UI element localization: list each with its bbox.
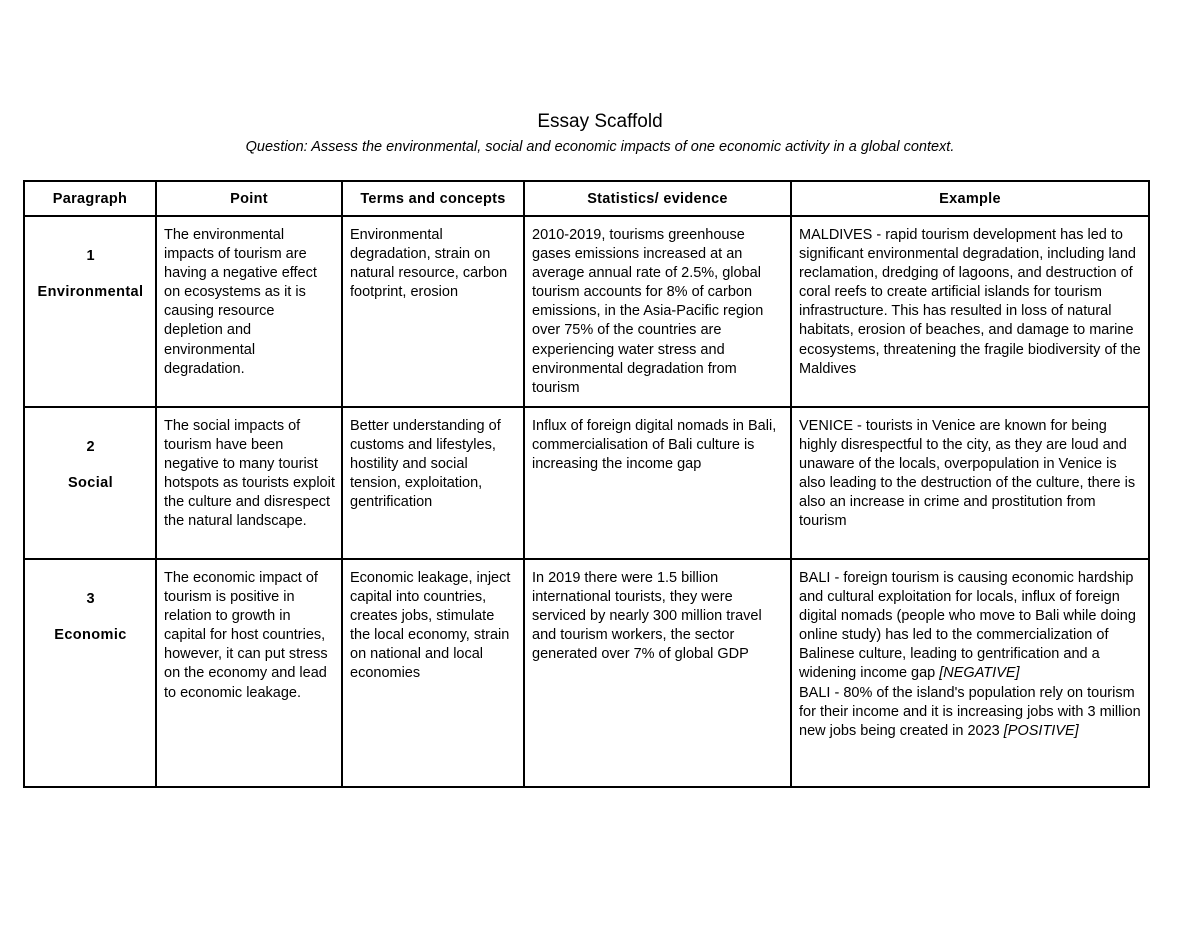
point-cell: The environmental impacts of tourism are having a negative effect on ecosystems as it is causing resource depletion and environmental degradation.	[156, 216, 342, 407]
example-cell	[791, 559, 1149, 787]
paragraph-number: 1	[86, 248, 95, 264]
header-statistics-evidence: Statistics/ evidence	[524, 181, 791, 216]
statistics-cell: 2010-2019, tourisms greenhouse gases emissions increased at an average annual rate of 2.5%, global tourism accounts for 8% of carbon emissions, in the Asia-Pacific region over 75% of the countries are experiencing water stress and environmental degradation from tourism	[524, 216, 791, 407]
point-cell: The social impacts of tourism have been negative to many tourist hotspots as tourists exploit the culture and disrespect the natural landscape.	[156, 407, 342, 559]
paragraph-name: Social	[67, 475, 114, 492]
point-cell: The economic impact of tourism is positive in relation to growth in capital for host countries, however, it can put stress on the economy and lead to economic leakage.	[156, 559, 342, 787]
example-text: BALI - 80% of the island's population rely on tourism for their income and it is increasing jobs with 3 million new jobs being created in 2023	[799, 684, 1141, 739]
essay-scaffold-table	[23, 180, 1150, 788]
statistics-cell: In 2019 there were 1.5 billion international tourists, they were serviced by nearly 300 million travel and tourism workers, the sector generated over 7% of global GDP	[524, 559, 791, 787]
header-paragraph: Paragraph	[24, 181, 156, 216]
terms-cell: Economic leakage, inject capital into countries, creates jobs, stimulate the local economy, strain on national and local economies	[342, 559, 524, 787]
statistics-cell: Influx of foreign digital nomads in Bali, commercialisation of Bali culture is increasing the income gap	[524, 407, 791, 559]
positive-tag: [POSITIVE]	[1003, 722, 1079, 739]
example-cell: VENICE - tourists in Venice are known for being highly disrespectful to the city, as they are loud and unaware of the locals, overpopulation in Venice is also leading to the destruction of the culture, there is also an increase in crime and prostitution from tourism	[791, 407, 1149, 559]
example-cell: MALDIVES - rapid tourism development has led to significant environmental degradation, including land reclamation, dredging of lagoons, and destruction of coral reefs to create artificial islands for tourism infrastructure. This has resulted in loss of natural habitats, erosion of beaches, and damage to marine ecosystems, threatening the fragile biodiversity of the Maldives	[791, 216, 1149, 407]
essay-question: Question: Assess the environmental, social and economic impacts of one economic activity in a global context.	[245, 139, 955, 155]
example-text: BALI - foreign tourism is causing economic hardship and cultural exploitation for locals, influx of foreign digital nomads (people who move to Bali while doing online study) has led to the commercialization of Balinese culture, leading to gentrification and a widening income gap	[799, 570, 1136, 682]
table-row	[24, 559, 1149, 787]
document-title: Essay Scaffold	[537, 111, 663, 132]
paragraph-name: Environmental	[37, 284, 144, 301]
paragraph-cell	[24, 407, 156, 559]
terms-cell: Better understanding of customs and lifestyles, hostility and social tension, exploitation, gentrification	[342, 407, 524, 559]
table-header-row	[24, 181, 1149, 216]
header-terms-and-concepts: Terms and concepts	[342, 181, 524, 216]
paragraph-cell	[24, 559, 156, 787]
terms-cell: Environmental degradation, strain on natural resource, carbon footprint, erosion	[342, 216, 524, 407]
paragraph-number: 2	[86, 439, 95, 455]
paragraph-name: Economic	[54, 627, 127, 644]
header-example: Example	[791, 181, 1149, 216]
table-row	[24, 216, 1149, 407]
negative-tag: [NEGATIVE]	[939, 665, 1020, 682]
table-row	[24, 407, 1149, 559]
paragraph-number: 3	[86, 591, 95, 607]
header-point: Point	[156, 181, 342, 216]
paragraph-cell	[24, 216, 156, 407]
